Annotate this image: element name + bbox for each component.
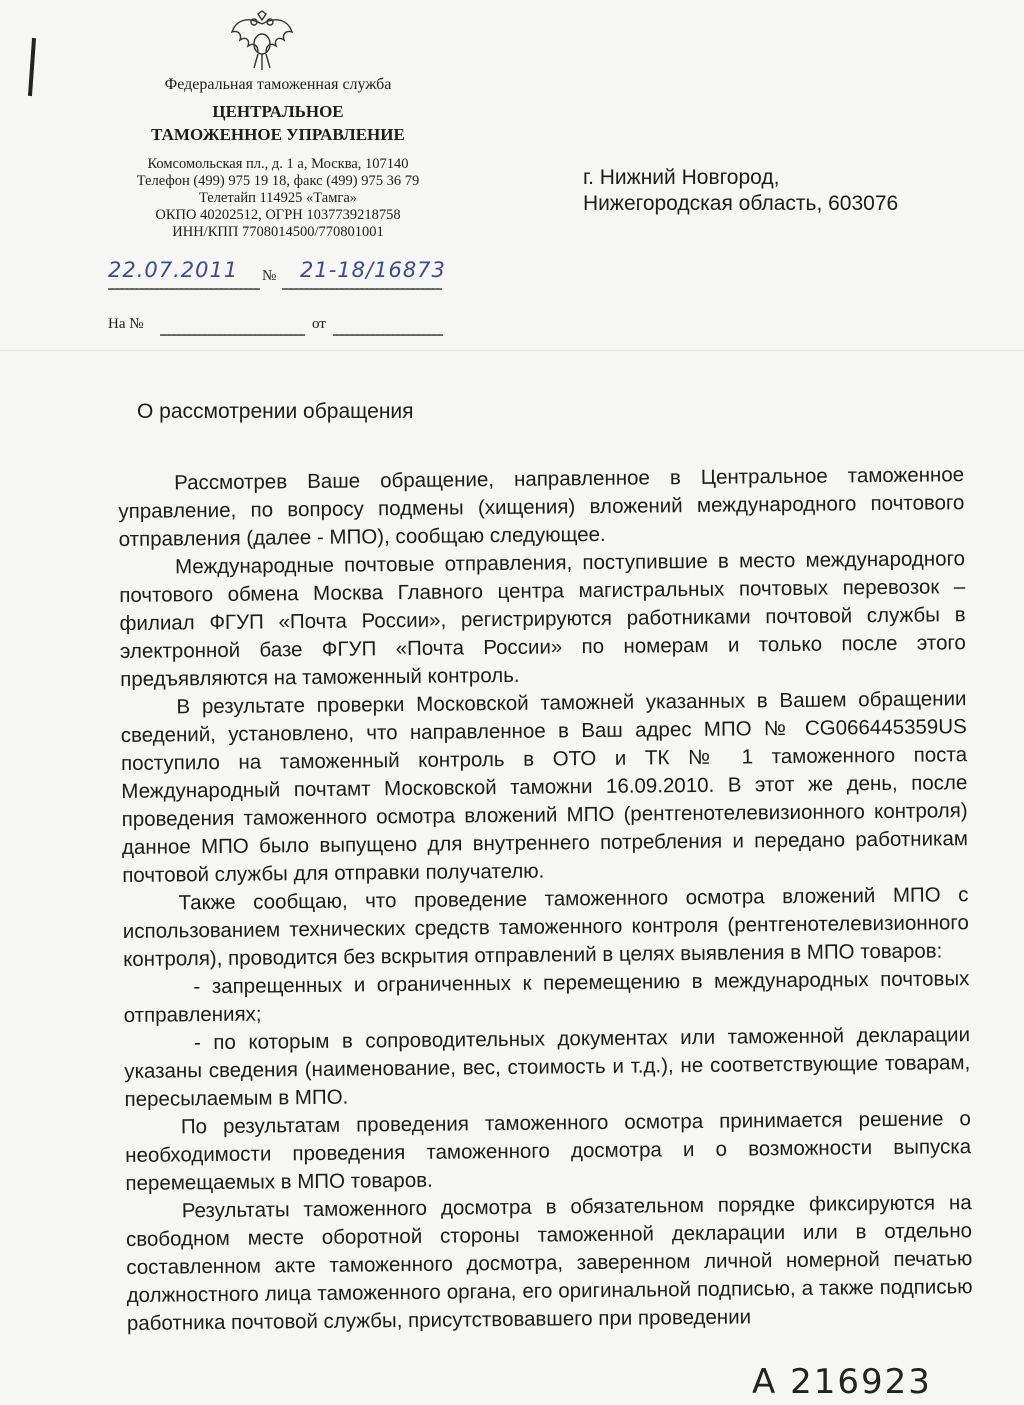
list-item: - запрещенных и ограниченных к перемещению в международных почтовых отправлениях; — [123, 967, 970, 1027]
registration-number: 21-18/16873 — [300, 258, 446, 282]
org-name: Федеральная таможенная служба — [164, 76, 392, 93]
body-paragraph: В результате проверки Московской таможней указанных в Вашем обращении сведений, установлено, что направленное в Ваш адрес МПО № CG066445359US поступило на таможенный контроль в ОТО и ТК № 1 таможенного поста Международный почтамт Московской таможни 16.09.2010. В этот же день, после проведения таможенного осмотра вложений МПО (рентгенотелевизионного контроля) данное МПО было выпущено для внутреннего потребления и передано работникам почтовой службы для отправки получателю. — [120, 687, 969, 887]
address-line: Телефон (499) 975 19 18, факс (499) 975 36 79 — [136, 173, 420, 189]
recipient-region: Нижегородская область, 603076 — [583, 192, 899, 215]
letter-subject: О рассмотрении обращения — [137, 400, 414, 423]
margin-pen-mark — [28, 38, 36, 96]
body-paragraph: Международные почтовые отправления, поступившие в место международного почтового обмена Москва Главного центра магистральных почтовых перевозок – филиал ФГУП «Почта России», регистрируются работниками почтовой службы в электронной базе ФГУП «Почта России» по номерам и только после этого предъявляются на таможенный контроль. — [119, 547, 966, 691]
title-line-1: ЦЕНТРАЛЬНОЕ — [212, 102, 344, 121]
address-line: ОКПО 40202512, ОГРН 1037739218758 — [155, 207, 401, 223]
address-line: ИНН/КПП 7708014500/770801001 — [172, 224, 384, 240]
registration-date: 22.07.2011 — [108, 258, 239, 282]
coat-of-arms-icon — [228, 10, 296, 74]
reference-label: На № — [108, 316, 144, 332]
number-underline — [282, 288, 442, 290]
serial-number-stamp: А 216923 — [752, 1362, 932, 1402]
number-label: № — [262, 268, 277, 284]
body-paragraph: Рассмотрев Ваше обращение, направленное в Центральное таможенное управление, по вопросу подмены (хищения) вложений международного почтового отправления (далее - МПО), сообщаю следующее. — [118, 463, 965, 551]
letterhead-title — [118, 100, 438, 146]
list-item: - по которым в сопроводительных документах или таможенной декларации указаны сведения (наименование, вес, стоимость и т.д.), не соответствующие товарам, пересылаемым в МПО. — [124, 1023, 971, 1111]
address-line: Комсомольская пл., д. 1 а, Москва, 107140 — [147, 156, 409, 172]
reference-underline — [160, 334, 305, 336]
body-paragraph: Результаты таможенного досмотра в обязательном порядке фиксируются на свободном месте оборотной стороны таможенной декларации или в отдельно составленном акте таможенного досмотра, заверенном личной номерной печатью должностного лица таможенного органа, его оригинальной подписью, а также подписью работника почтовой службы, присутствовавшего при проведении — [125, 1191, 973, 1335]
letter-body — [118, 461, 973, 1338]
letterhead-address — [118, 156, 438, 241]
title-line-2: ТАМОЖЕННОЕ УПРАВЛЕНИЕ — [151, 125, 405, 144]
body-paragraph: Также сообщаю, что проведение таможенного осмотра вложений МПО с использованием технических средств таможенного контроля (рентгенотелевизионного контроля), проводится без вскрытия отправлений в целях выявления в МПО товаров: — [122, 883, 969, 971]
from-underline — [333, 334, 443, 336]
body-paragraph: По результатам проведения таможенного осмотра принимается решение о необходимости проведения таможенного досмотра и о возможности выпуска перемещаемых в МПО товаров. — [125, 1107, 972, 1195]
from-label: от — [312, 316, 326, 332]
date-underline — [108, 288, 260, 290]
recipient-city: г. Нижний Новгород, — [583, 166, 780, 189]
address-line: Телетайп 114925 «Тамга» — [198, 190, 358, 206]
paper-fold — [0, 350, 1024, 351]
